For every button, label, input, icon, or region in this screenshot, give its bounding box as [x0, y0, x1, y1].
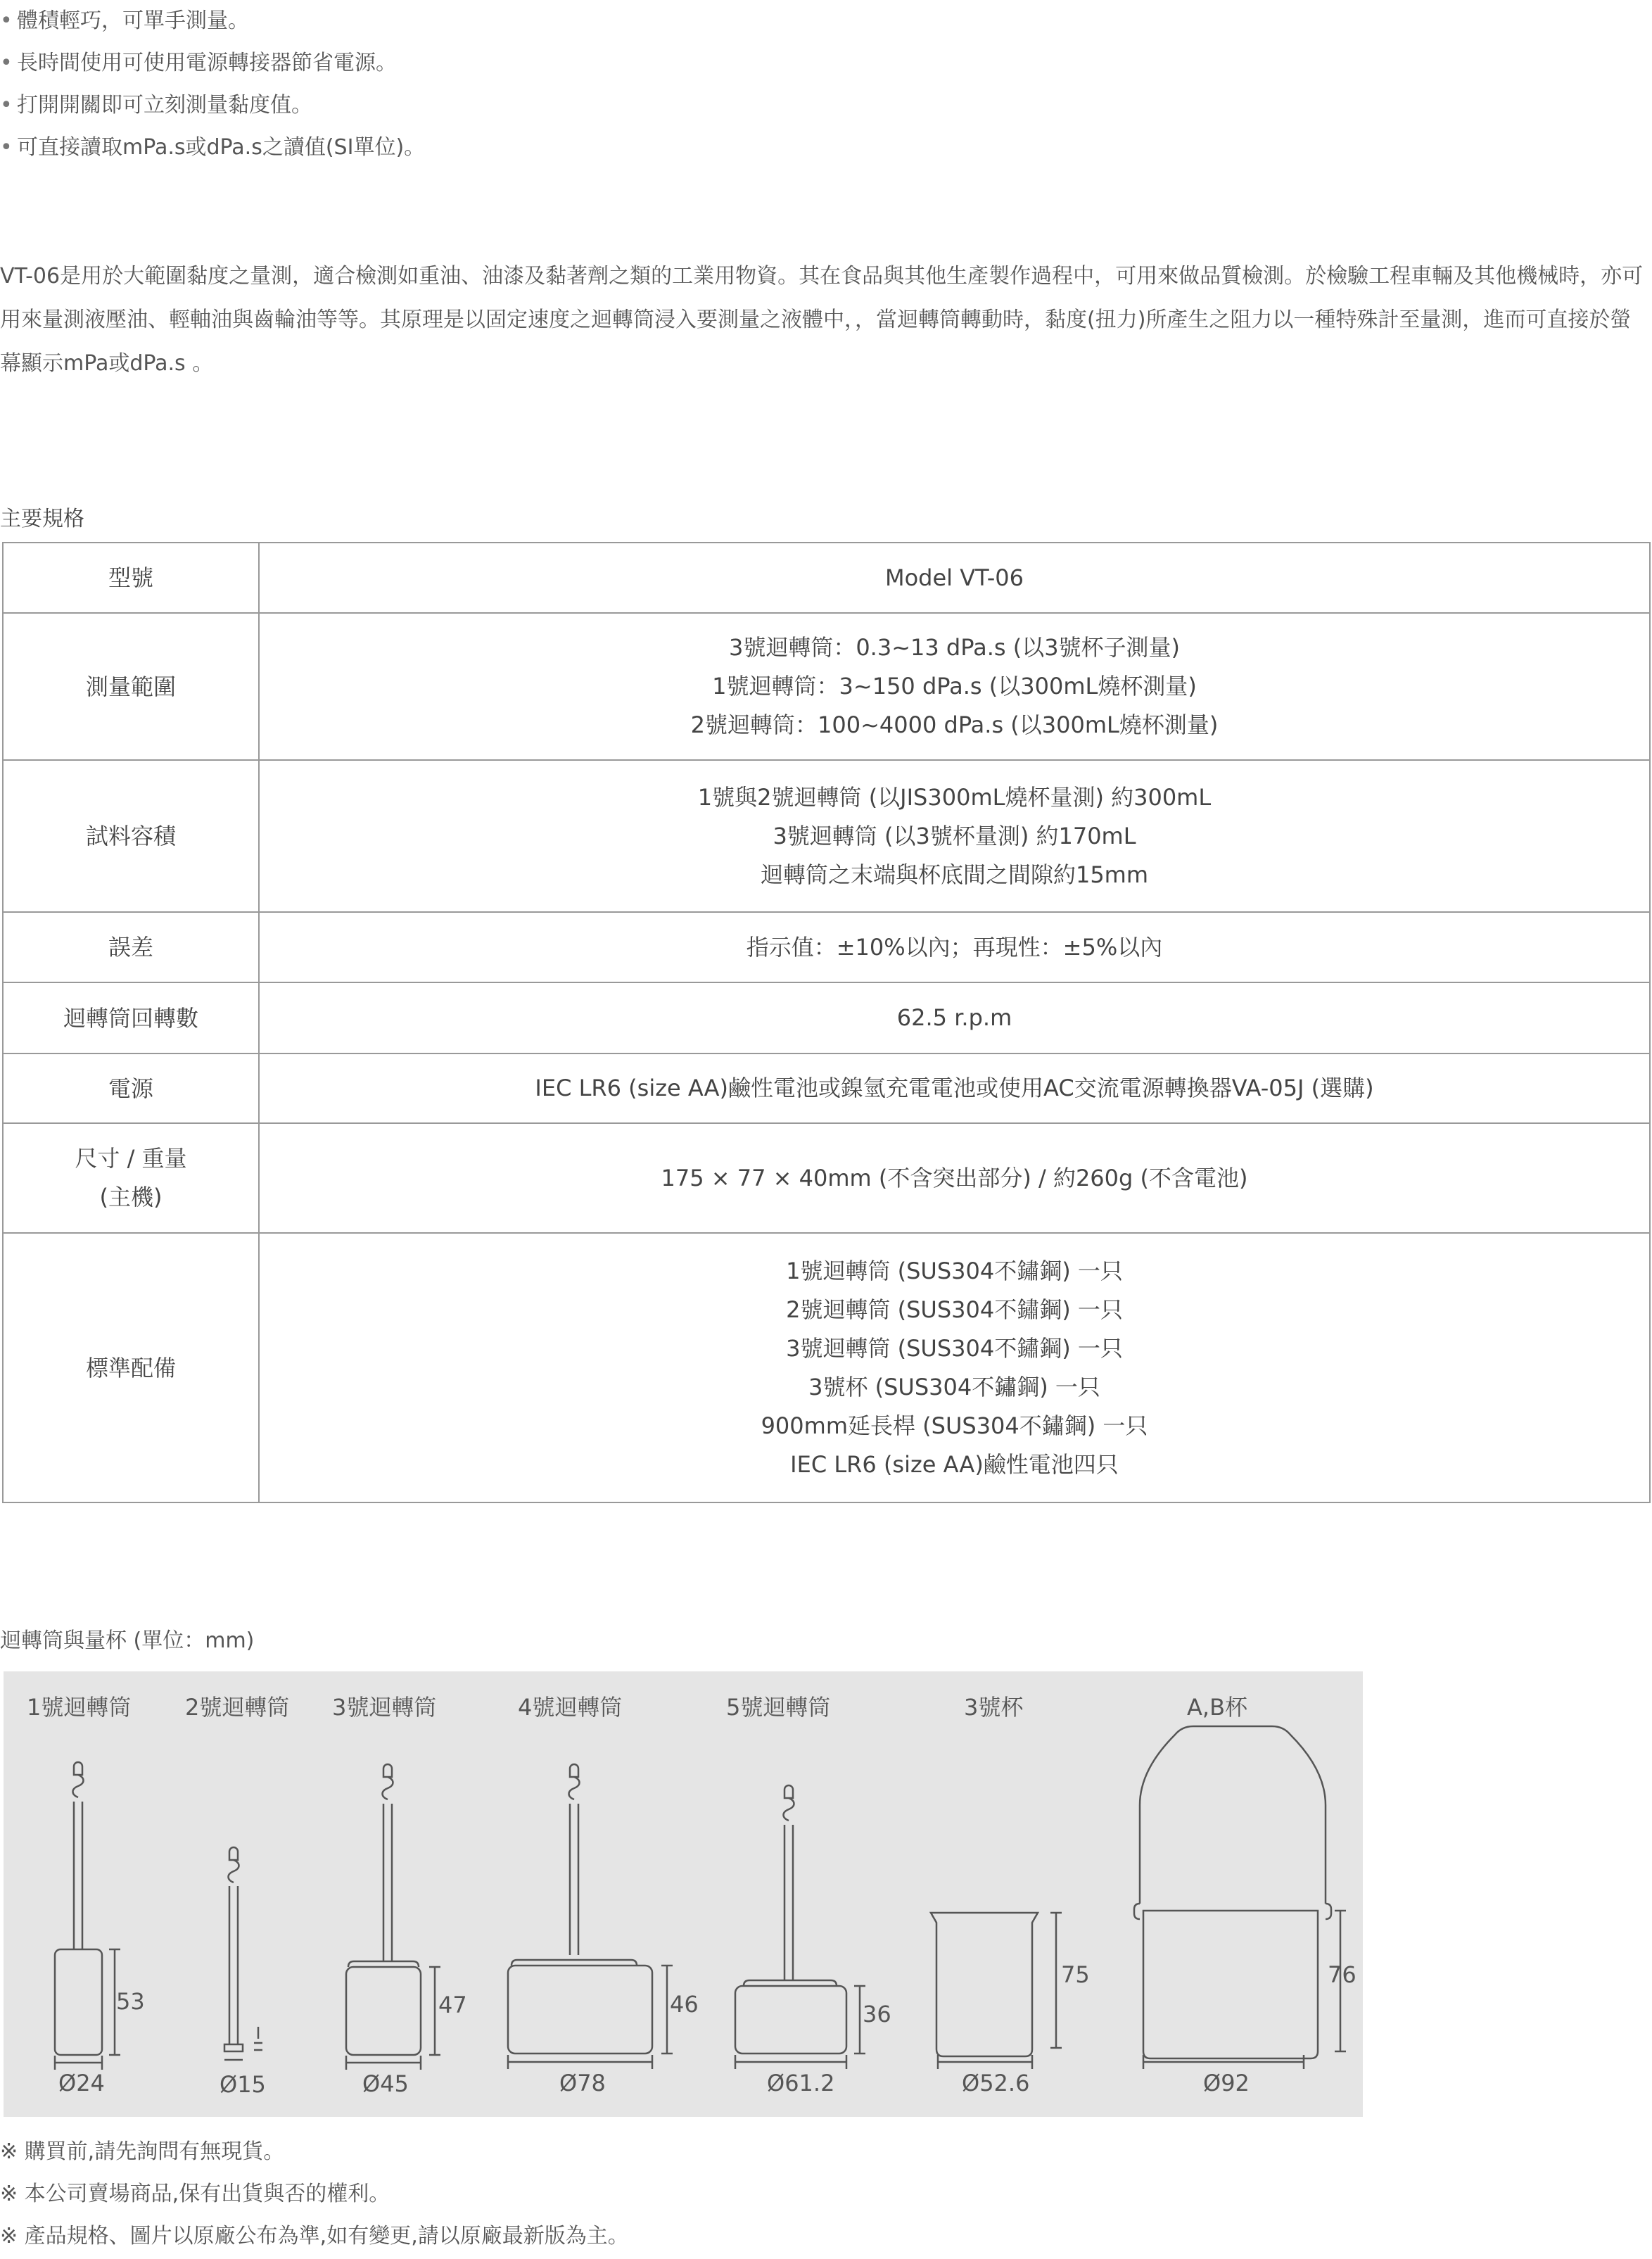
item-name: 1號迴轉筒 — [27, 1694, 132, 1721]
feature-text: 長時間使用可使用電源轉接器節省電源。 — [17, 51, 397, 75]
feature-item — [0, 127, 844, 169]
figure-title: 迴轉筒與量杯 (單位：mm) — [0, 1628, 255, 1653]
bullet-icon: • — [0, 93, 13, 118]
notes — [0, 2132, 629, 2259]
dimension-height: 36 — [863, 2001, 891, 2027]
table-row — [3, 912, 1650, 982]
dimension-diameter: Ø24 — [58, 2070, 105, 2096]
spec-table — [2, 542, 1651, 1503]
table-row — [3, 1123, 1650, 1233]
bullet-icon: • — [0, 8, 13, 33]
spec-value: 3號迴轉筒：0.3~13 dPa.s (以3號杯子測量) 1號迴轉筒：3~150 dPa.s (以300mL燒杯測量) 2號迴轉筒：100~4000 dPa.s (以300mL燒杯測量) — [259, 613, 1650, 760]
spec-label: 尺寸 / 重量 (主機) — [3, 1123, 259, 1233]
table-row — [3, 982, 1650, 1053]
dimension-diameter: Ø92 — [1203, 2070, 1250, 2096]
spindle-2-drawing — [224, 1847, 262, 2060]
item-name: 3號迴轉筒 — [332, 1694, 437, 1721]
table-row — [3, 1053, 1650, 1123]
cup-3-drawing — [931, 1913, 1062, 2069]
item-name: 5號迴轉筒 — [726, 1694, 831, 1721]
spec-value: 62.5 r.p.m — [259, 982, 1650, 1053]
feature-item — [0, 42, 844, 84]
product-description: VT-06是用於大範圍黏度之量測，適合檢測如重油、油漆及黏著劑之類的工業用物資。其在食品與其他生產製作過程中，可用來做品質檢測。於檢驗工程車輛及其他機械時，亦可用來量測液壓油、輕軸油與齒輪油等等。其原理是以固定速度之迴轉筒浸入要測量之液體中，，當迴轉筒轉動時，黏度(扭力)所產生之阻力以一種特殊計至量測，進而可直接於螢幕顯示mPa或dPa.s 。 — [0, 264, 1644, 376]
item-name: 4號迴轉筒 — [518, 1694, 623, 1721]
table-row — [3, 543, 1650, 613]
dimension-height: 75 — [1061, 1961, 1090, 1988]
spec-label: 電源 — [3, 1053, 259, 1123]
note-item: ※ 本公司賣場商品,保有出貨與否的權利。 — [0, 2182, 390, 2206]
spec-label: 測量範圍 — [3, 613, 259, 760]
dimension-diameter: Ø52.6 — [962, 2070, 1030, 2096]
table-row — [3, 613, 1650, 760]
spec-value: 1號迴轉筒 (SUS304不鏽鋼) 一只 2號迴轉筒 (SUS304不鏽鋼) 一只 3號迴轉筒 (SUS304不鏽鋼) 一只 3號杯 (SUS304不鏽鋼) 一只 900mm延長桿 (SUS304不鏽鋼) 一只 IEC LR6 (size AA)鹼性電池四只 — [259, 1233, 1650, 1502]
spec-value: IEC LR6 (size AA)鹼性電池或鎳氫充電電池或使用AC交流電源轉換器VA-05J (選購) — [259, 1053, 1650, 1123]
spec-label: 迴轉筒回轉數 — [3, 982, 259, 1053]
feature-list — [0, 0, 844, 169]
dimension-height: 47 — [438, 1992, 467, 2018]
dimension-diameter: Ø61.2 — [767, 2070, 835, 2096]
bullet-icon: • — [0, 135, 13, 160]
dimension-diameter: Ø45 — [362, 2070, 409, 2097]
spec-label: 標準配備 — [3, 1233, 259, 1502]
spindle-cup-figure — [4, 1671, 1363, 2117]
spindle-1-drawing — [55, 1762, 120, 2070]
feature-text: 打開開關即可立刻測量黏度值。 — [17, 93, 312, 118]
dimension-diameter: Ø15 — [220, 2071, 266, 2098]
spindle-5-drawing — [735, 1785, 865, 2069]
spec-title: 主要規格 — [0, 507, 84, 531]
table-row — [3, 760, 1650, 912]
spec-value: 指示值：±10%以內；再現性：±5%以內 — [259, 912, 1650, 982]
bullet-icon: • — [0, 51, 13, 75]
item-name: 3號杯 — [964, 1694, 1024, 1721]
feature-text: 可直接讀取mPa.s或dPa.s之讀值(SI單位)。 — [17, 135, 426, 160]
table-row — [3, 1233, 1650, 1502]
item-name: A,B杯 — [1187, 1694, 1248, 1721]
feature-item — [0, 84, 844, 127]
note-item: ※ 產品規格、圖片以原廠公布為準,如有變更,請以原廠最新版為主。 — [0, 2224, 629, 2248]
dimension-height: 76 — [1328, 1961, 1356, 1988]
spec-label: 誤差 — [3, 912, 259, 982]
spindle-4-drawing — [508, 1764, 673, 2069]
spec-value: 175 × 77 × 40mm (不含突出部分) / 約260g (不含電池) — [259, 1123, 1650, 1233]
feature-text: 體積輕巧，可單手測量。 — [17, 8, 249, 33]
cup-ab-drawing — [1134, 1726, 1346, 2069]
dimension-diameter: Ø78 — [559, 2070, 606, 2096]
spec-label: 試料容積 — [3, 760, 259, 912]
note-item: ※ 購買前,請先詢問有無現貨。 — [0, 2139, 285, 2164]
spec-value: 1號與2號迴轉筒 (以JIS300mL燒杯量測) 約300mL 3號迴轉筒 (以3號杯量測) 約170mL 迴轉筒之末端與杯底間之間隙約15mm — [259, 760, 1650, 912]
spec-label: 型號 — [3, 543, 259, 613]
item-name: 2號迴轉筒 — [185, 1694, 290, 1721]
feature-item — [0, 0, 844, 42]
dimension-height: 46 — [670, 1991, 699, 2018]
spindle-3-drawing — [346, 1764, 440, 2070]
spec-value: Model VT-06 — [259, 543, 1650, 613]
dimension-height: 53 — [116, 1988, 145, 2015]
